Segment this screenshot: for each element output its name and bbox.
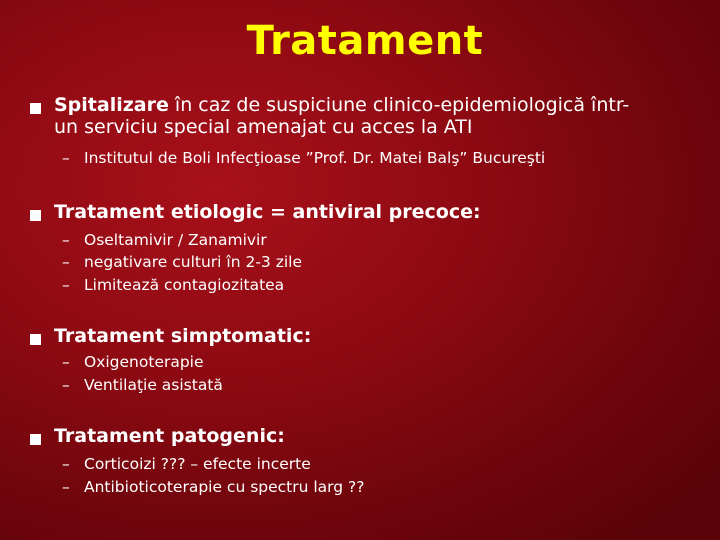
dash-icon: – (62, 149, 70, 167)
bullet-tratament-etiologic (30, 201, 710, 223)
square-bullet-icon (30, 210, 41, 221)
subitem-text: Oxigenoterapie (84, 353, 204, 371)
dash-icon: – (62, 253, 70, 271)
dash-icon: – (62, 376, 70, 394)
bullet-text: Tratament simptomatic: (54, 325, 312, 347)
subitem (62, 148, 702, 170)
bullet-text-line1: în caz de suspiciune clinico-epidemiologică într- (168, 94, 630, 116)
subitem-text: Limitează contagiozitatea (84, 276, 285, 294)
bullet-spitalizare (30, 94, 710, 138)
bullet-tratament-patogenic (30, 425, 710, 447)
subitem (62, 230, 702, 252)
bullet-text (54, 94, 710, 138)
subitem-text: Antibioticoterapie cu spectru larg ?? (84, 478, 365, 496)
square-bullet-icon (30, 103, 41, 114)
subitem-text: Oseltamivir / Zanamivir (84, 231, 267, 249)
bullet-text: Tratament patogenic: (54, 425, 285, 447)
subitem (62, 477, 702, 499)
subitem (62, 252, 702, 274)
subitem (62, 275, 702, 297)
bullet-text-line2: un serviciu special amenajat cu acces la ATI (54, 116, 473, 138)
subitem-text: Institutul de Boli Infecţioase ”Prof. Dr. Matei Balş” Bucureşti (84, 149, 546, 167)
dash-icon: – (62, 231, 70, 249)
dash-icon: – (62, 276, 70, 294)
square-bullet-icon (30, 334, 41, 345)
subitem-text: Corticoizi ??? – efecte incerte (84, 455, 311, 473)
dash-icon: – (62, 353, 70, 371)
dash-icon: – (62, 478, 70, 496)
bullet-lead: Spitalizare (54, 94, 169, 116)
bullet-tratament-simptomatic (30, 325, 710, 347)
subitem-text: Ventilaţie asistată (84, 376, 223, 394)
square-bullet-icon (30, 434, 41, 445)
subitem (62, 375, 702, 397)
subitem-text: negativare culturi în 2-3 zile (84, 253, 302, 271)
dash-icon: – (62, 455, 70, 473)
subitem (62, 352, 702, 374)
subitem (62, 454, 702, 476)
slide-title: Tratament (246, 18, 484, 64)
bullet-text: Tratament etiologic = antiviral precoce: (54, 201, 481, 223)
